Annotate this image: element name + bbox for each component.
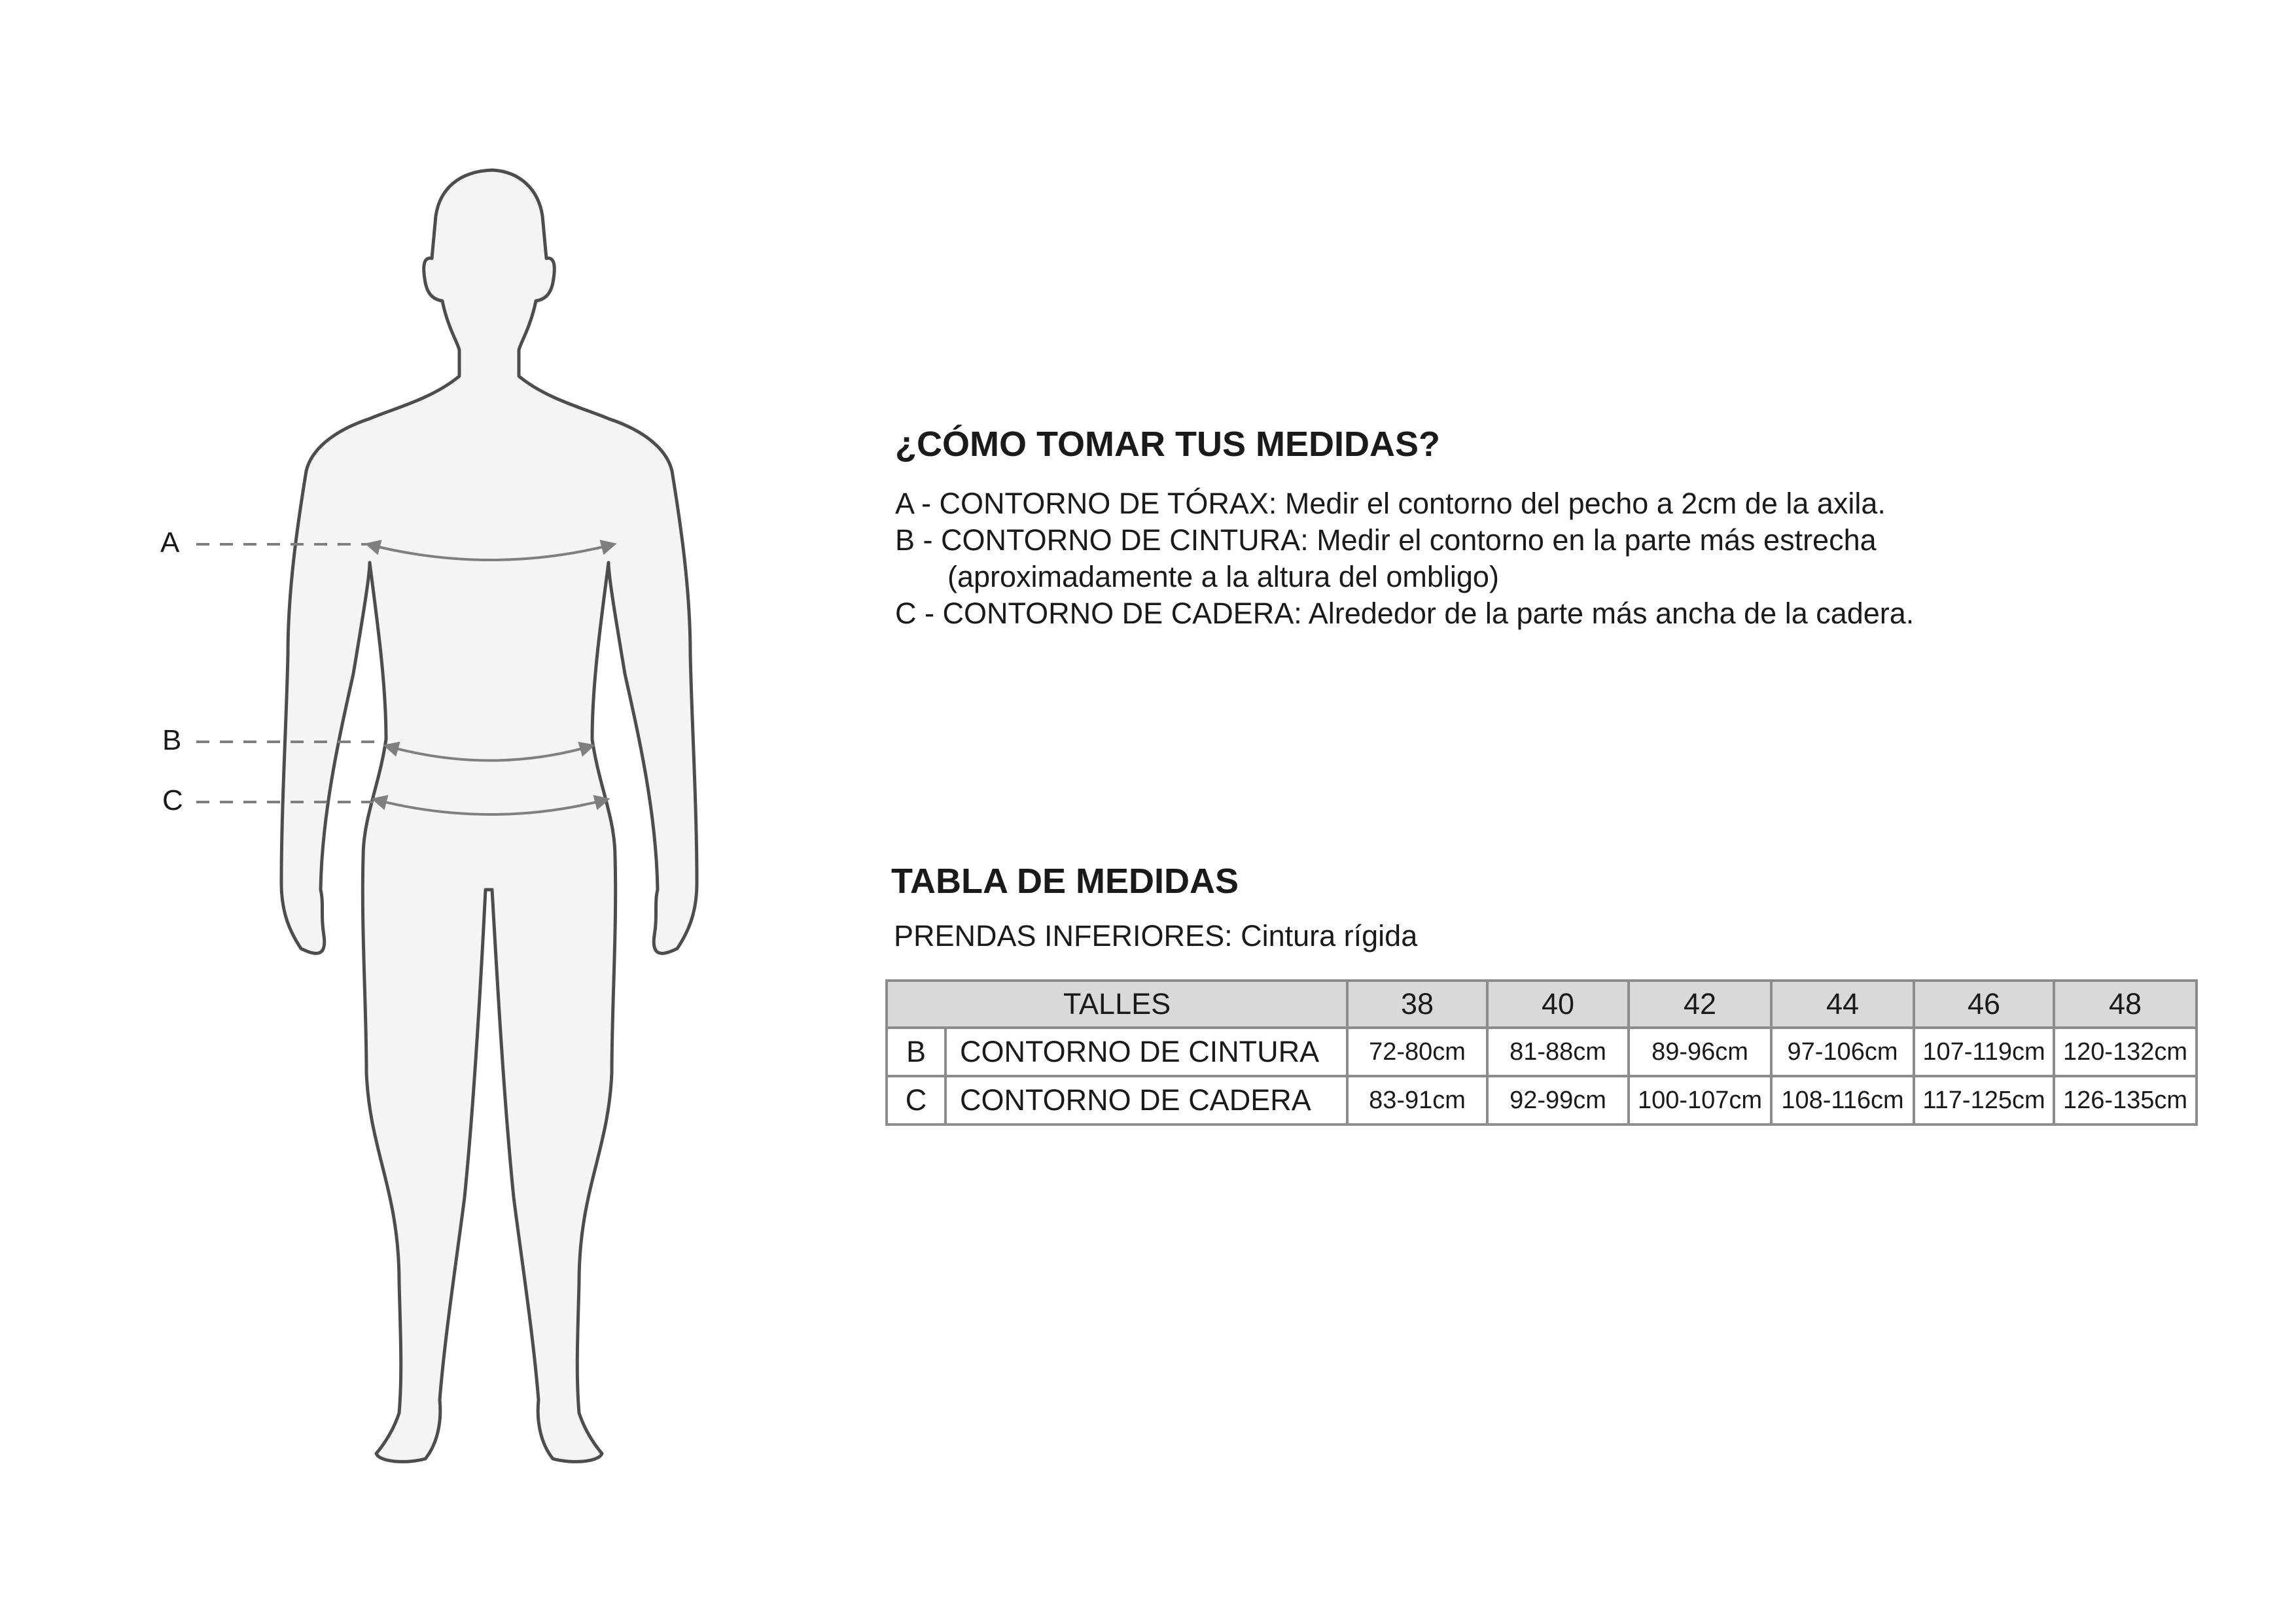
table-cell: 107-119cm (1914, 1028, 2054, 1076)
marker-c: C (162, 784, 183, 816)
table-row (887, 1076, 2197, 1125)
table-cell: 108-116cm (1771, 1076, 1914, 1125)
table-cell: 92-99cm (1487, 1076, 1629, 1125)
table-cell: 117-125cm (1914, 1076, 2054, 1125)
garment-subtitle: PRENDAS INFERIORES: Cintura rígida (894, 919, 1418, 952)
table-cell: 72-80cm (1347, 1028, 1487, 1076)
table-cell: 81-88cm (1487, 1028, 1629, 1076)
marker-b: B (162, 724, 182, 756)
header-sizes-label: TALLES (887, 981, 1347, 1028)
header-size: 38 (1347, 981, 1487, 1028)
row-letter: B (887, 1028, 945, 1076)
table-cell: 83-91cm (1347, 1076, 1487, 1125)
header-size: 42 (1629, 981, 1771, 1028)
instruction-waist: B - CONTORNO DE CINTURA: Medir el contorno en la parte más estrecha (895, 523, 1877, 557)
header-size: 46 (1914, 981, 2054, 1028)
table-cell: 97-106cm (1771, 1028, 1914, 1076)
size-table (885, 979, 2198, 1126)
table-row (887, 1028, 2197, 1076)
table-cell: 126-135cm (2054, 1076, 2197, 1125)
marker-a: A (160, 527, 180, 559)
how-to-measure-section (895, 427, 2138, 632)
table-cell: 100-107cm (1629, 1076, 1771, 1125)
size-table-section (891, 864, 2219, 951)
instruction-hip: C - CONTORNO DE CADERA: Alrededor de la parte más ancha de la cadera. (895, 597, 1915, 630)
how-to-measure-title: ¿CÓMO TOMAR TUS MEDIDAS? (895, 425, 1440, 464)
row-measure-name: CONTORNO DE CINTURA (945, 1028, 1347, 1076)
size-table-title: TABLA DE MEDIDAS (891, 862, 1239, 901)
header-size: 44 (1771, 981, 1914, 1028)
header-size: 40 (1487, 981, 1629, 1028)
instructions-list (895, 485, 2138, 632)
instruction-chest: A - CONTORNO DE TÓRAX: Medir el contorno del pecho a 2cm de la axila. (895, 487, 1886, 520)
table-cell: 89-96cm (1629, 1028, 1771, 1076)
body-silhouette (281, 170, 697, 1461)
row-letter: C (887, 1076, 945, 1125)
table-header-row (887, 981, 2197, 1028)
row-measure-name: CONTORNO DE CADERA (945, 1076, 1347, 1125)
table-cell: 120-132cm (2054, 1028, 2197, 1076)
instruction-waist-note: (aproximadamente a la altura del ombligo) (947, 560, 1499, 593)
header-size: 48 (2054, 981, 2197, 1028)
